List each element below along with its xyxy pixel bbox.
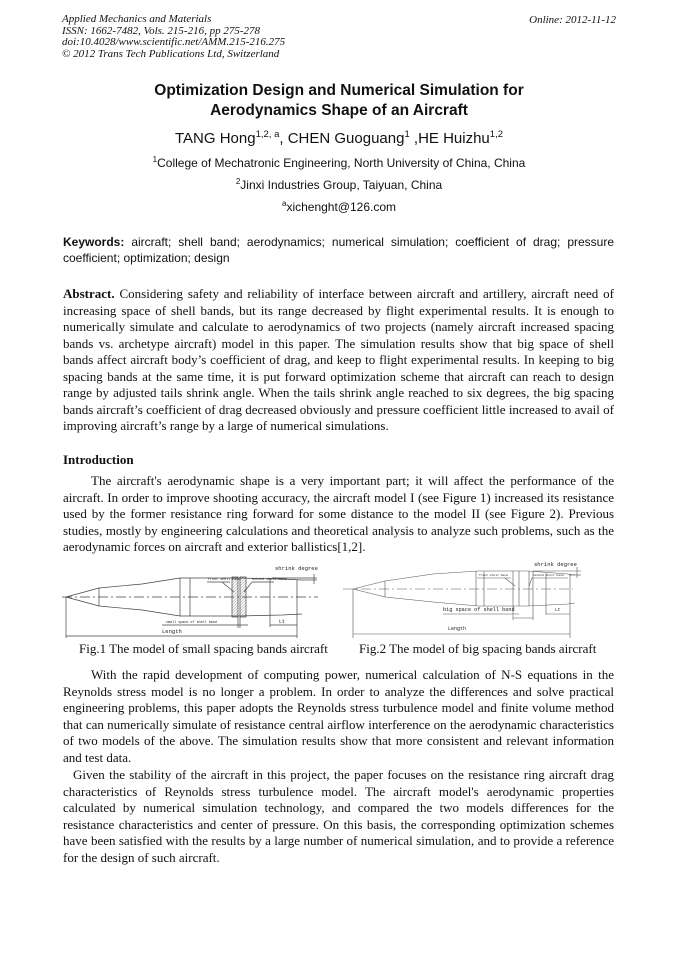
abstract-text: Considering safety and reliability of interface between aircraft and artillery, aircraft need of increasing space of shell bands, but its range decreased by flight experimental results. It is enough to numerically simulate and calculate to aerodynamics of two projects (namely aircraft increased spacing bands vs. archetype aircraft) model in this paper. The simulation results show that big space of shell bands affect aircraft body’s coefficient of drag, and keep to flight experimental results. In keeping to big spacing bands at the same time, it is put forward optimization scheme that aircraft can reach to design range by adjusted tails shrink angle. When the tails shrink angle reached to six degrees, the big spacing bands aircraft’s coefficient of drag decreased obviously and pressure coefficient little increased to avail of improving aircraft’s range by a large of numerical simulations. (63, 286, 614, 433)
shrink-degree-label: shrink degree (534, 561, 577, 568)
affiliation-sup: 2 (235, 177, 241, 186)
behind-band-label: behind shell band (252, 578, 287, 582)
length-label: Length (448, 626, 467, 632)
section-heading-introduction: Introduction (63, 452, 134, 467)
author-name: CHEN Guoguang (287, 130, 405, 147)
affiliation-text: College of Mechatronic Engineering, North University of China, China (157, 156, 526, 170)
lt-label: Lt (555, 608, 561, 613)
author-affil-sup: 1,2 (489, 129, 503, 140)
paper-title (0, 81, 678, 121)
spacing-label: big space of shell band (443, 607, 515, 613)
title-line-1: Optimization Design and Numerical Simulation for (154, 82, 524, 99)
intro-paragraph-1: The aircraft's aerodynamic shape is a very important part; it will affect the performance of the aircraft. In order to improve shooting accuracy, the aircraft model I (see Figure 1) increased its resistance used by the former resistance ring forward for some distance to the model II (see Figure 2). Previous studies, mostly by engineering calculations and theoretical analysis to analyze such problems, such as the aerodynamic forces on aircraft and exterior ballistics[1,2]. (63, 473, 614, 554)
journal-header (62, 14, 285, 60)
author-separator: , (279, 130, 288, 147)
abstract-label: Abstract. (63, 286, 115, 301)
affiliation-2 (0, 178, 678, 192)
author-name: TANG Hong (174, 130, 256, 147)
figure-2-caption: Fig.2 The model of big spacing bands aircraft (359, 641, 597, 656)
front-band-label: front shell band (208, 578, 241, 582)
doi-line: doi:10.4028/www.scientific.net/AMM.215-216.275 (62, 36, 286, 48)
journal-name: Applied Mechanics and Materials (62, 13, 212, 25)
figure-2-diagram (343, 558, 633, 638)
behind-band-label: behind shell band (533, 574, 564, 577)
shrink-degree-label: shrink degree (275, 565, 318, 572)
affiliation-sup: a (281, 199, 287, 208)
email-text: xichenght@126.com (286, 200, 397, 214)
online-date: Online: 2012-11-12 (529, 14, 616, 26)
length-label: Length (162, 628, 182, 635)
figure-1-diagram (62, 560, 342, 638)
author-list (0, 130, 678, 147)
intro-paragraph-3: Given the stability of the aircraft in this project, the paper focuses on the resistance ring aircraft drag characteristics of Reynolds stress turbulence model. The aircraft model's aerodynamic properties calculated by numerical simulation technology, and compared the two models differences for the resistance characteristics and center of pressure. On this basis, the corresponding optimization schemes have been satisfied with the results by a large number of numerical simulation, and to provide a reference for the design of such aircraft. (63, 767, 614, 865)
lt-label: Lt (279, 619, 286, 625)
author-separator: , (409, 130, 419, 147)
author-email (0, 200, 678, 214)
affiliation-text: Jinxi Industries Group, Taiyuan, China (240, 178, 443, 192)
keywords-label: Keywords: (63, 235, 125, 249)
author-affil-sup: 1 (404, 129, 410, 140)
intro-paragraph-2: With the rapid development of computing power, numerical calculation of N-S equations in the Reynolds stress model is no longer a problem. In order to analyze the differences and solve practical engineering problems, this paper adopts the Reynolds stress turbulence model and finite volume method that can numerically simulate of resistance central airflow interference on the aerodynamic characteristics of two models of the above. The simulation results show that more consistent and relevant information and test data. (63, 667, 614, 765)
keywords-text: aircraft; shell band; aerodynamics; numerical simulation; coefficient of drag; pressure coefficient; optimization; design (63, 235, 614, 265)
front-band-label: front shell band (479, 574, 508, 577)
figure-1-caption: Fig.1 The model of small spacing bands aircraft (79, 641, 328, 656)
spacing-label: small space of shell band (166, 621, 217, 625)
affiliation-sup: 1 (152, 155, 158, 164)
abstract (63, 286, 614, 435)
author-affil-sup: 1,2, a (255, 129, 280, 140)
keywords (63, 234, 614, 266)
issn-line: ISSN: 1662-7482, Vols. 215-216, pp 275-278 (62, 24, 260, 37)
title-line-2: Aerodynamics Shape of an Aircraft (210, 102, 468, 119)
copyright-line: © 2012 Trans Tech Publications Ltd, Switzerland (62, 47, 280, 60)
author-name: HE Huizhu (418, 130, 490, 147)
affiliation-1 (0, 156, 678, 170)
